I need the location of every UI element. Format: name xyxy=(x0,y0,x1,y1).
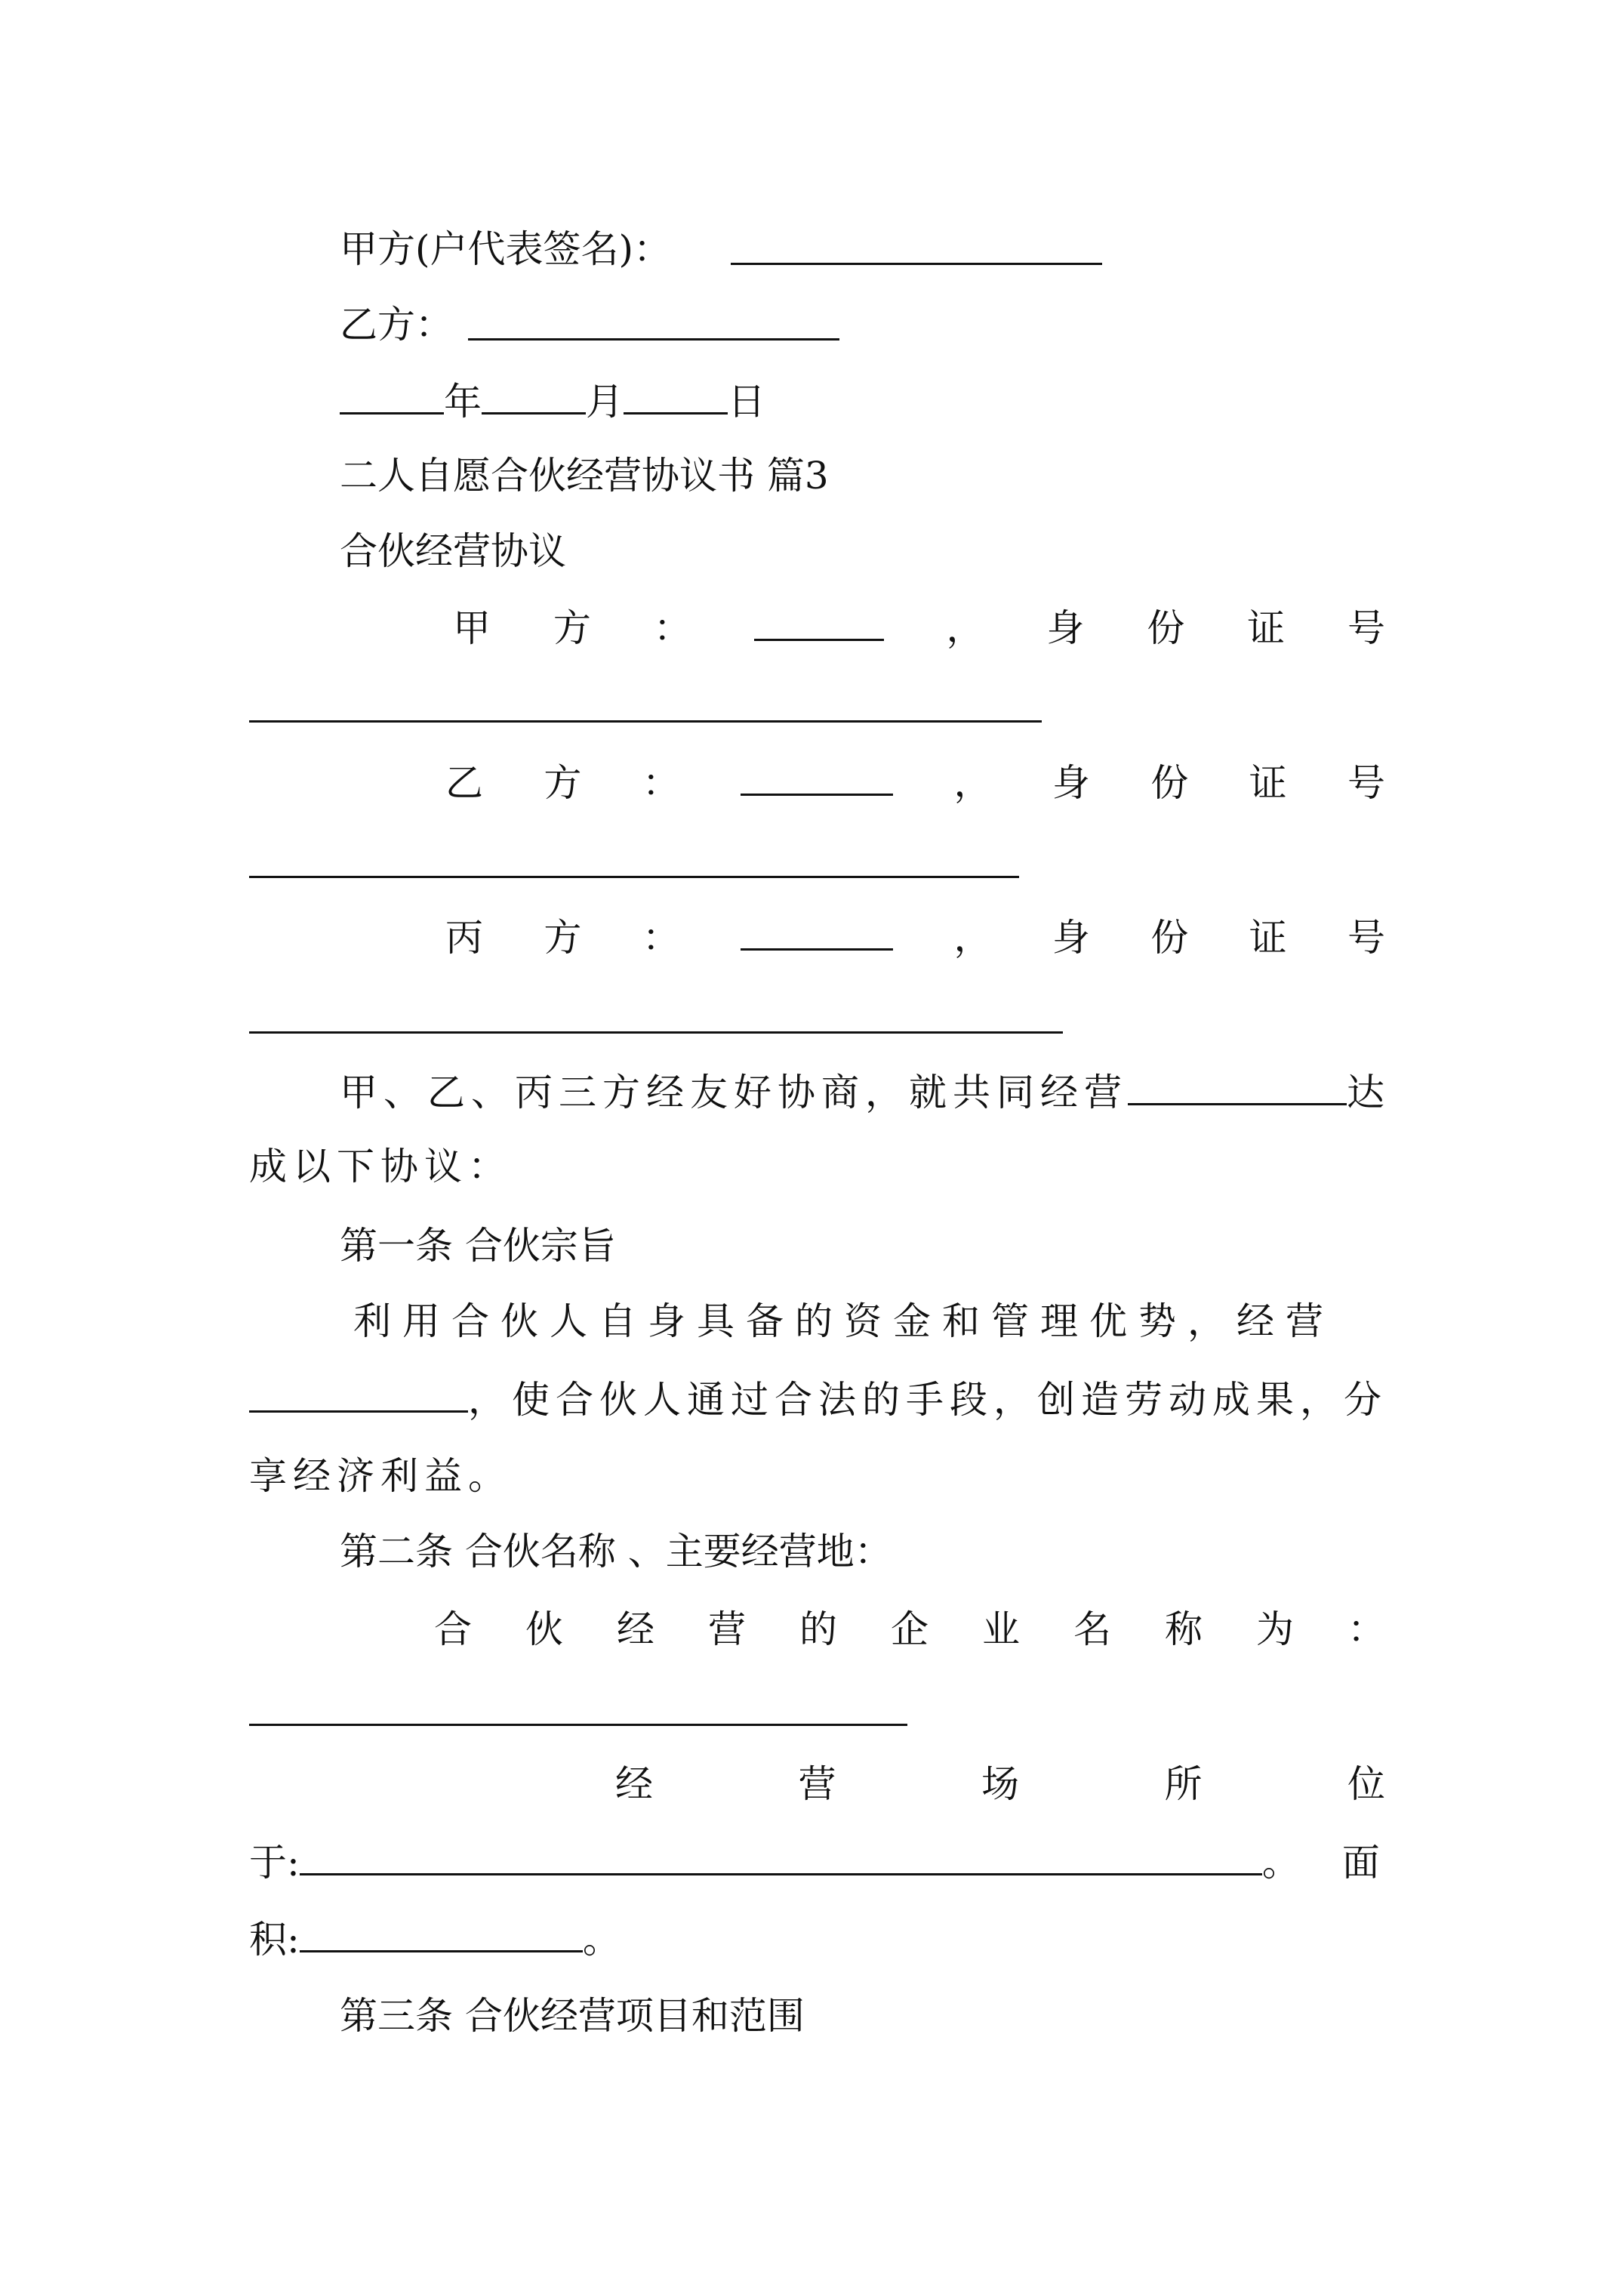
party-a-id-blank xyxy=(249,720,1042,723)
preamble-line-2: 成以下协议： xyxy=(249,1145,512,1188)
party-a-id-char: 身 xyxy=(1046,606,1085,650)
party-a-sign-label: 甲方(户代表签名)： xyxy=(340,227,672,271)
party-a-comma: ， xyxy=(946,606,984,650)
article-3-title: 第三条 合伙经营项目和范围 xyxy=(340,1994,805,2038)
party-a-char: 方 xyxy=(553,606,591,650)
party-c-name-blank xyxy=(741,914,893,951)
article-1-title: 第一条 合伙宗旨 xyxy=(340,1224,616,1268)
party-c-comma: ， xyxy=(953,916,992,960)
party-b-name-blank xyxy=(741,759,893,796)
party-c-id-char: 号 xyxy=(1347,916,1385,960)
party-b-id-char: 身 xyxy=(1052,761,1090,805)
article-2-title: 第二条 合伙名称 、主要经营地： xyxy=(340,1530,892,1573)
article-1-line-3: 享经济利益。 xyxy=(249,1454,512,1498)
party-c-row xyxy=(445,914,1385,960)
party-a-char: ： xyxy=(653,606,691,650)
enterprise-name-blank xyxy=(249,1724,907,1726)
place-char: 营 xyxy=(798,1762,836,1806)
preamble-text: 甲、乙、丙三方经友好协商，就共同经营 xyxy=(340,1071,1128,1114)
day-blank xyxy=(624,378,728,415)
name-char: 名 xyxy=(1073,1607,1111,1651)
party-b-char: 方 xyxy=(544,761,582,805)
place-char: 位 xyxy=(1347,1762,1385,1806)
section-heading: 二人自愿合伙经营协议书 篇3 xyxy=(340,454,829,498)
month-label: 月 xyxy=(586,380,624,424)
place-blank xyxy=(300,1838,1262,1875)
party-a-id-char: 证 xyxy=(1247,606,1286,650)
name-char: 经 xyxy=(617,1607,654,1651)
article-1-line-2: ，使合伙人通过合法的手段，创造劳动成果，分 xyxy=(249,1376,1387,1422)
party-b-id-char: 证 xyxy=(1249,761,1287,805)
month-blank xyxy=(482,378,586,415)
preamble-line-1 xyxy=(340,1068,1390,1115)
party-b-id-char: 份 xyxy=(1150,761,1189,805)
place-char: 所 xyxy=(1164,1762,1203,1806)
name-char: ： xyxy=(1347,1607,1385,1651)
agreement-title: 合伙经营协议 xyxy=(340,529,566,573)
party-a-name-blank xyxy=(754,604,884,641)
party-b-char: 乙 xyxy=(445,761,483,805)
date-line xyxy=(340,378,765,424)
party-b-sign-blank xyxy=(468,338,839,341)
party-b-sign-line xyxy=(340,302,453,347)
name-char: 业 xyxy=(982,1607,1020,1651)
area-blank xyxy=(300,1915,583,1952)
place-line-2: 于: 。 面 xyxy=(249,1838,1395,1885)
party-c-id-blank xyxy=(249,1031,1063,1034)
party-b-comma: ， xyxy=(953,761,992,805)
name-char: 称 xyxy=(1165,1607,1203,1651)
name-char: 企 xyxy=(891,1607,929,1651)
article-1-line-1: 利用合伙人自身具备的资金和管理优势，经营 xyxy=(353,1299,1335,1343)
party-a-sign-blank xyxy=(731,263,1102,265)
name-char: 的 xyxy=(799,1607,837,1651)
party-b-id-char: 号 xyxy=(1347,761,1385,805)
area-line: 积: 。 xyxy=(249,1915,621,1962)
name-char: 伙 xyxy=(525,1607,563,1651)
place-row xyxy=(615,1761,1385,1807)
party-c-char: 丙 xyxy=(445,916,483,960)
party-c-char: ： xyxy=(642,916,680,960)
party-b-id-blank xyxy=(249,876,1019,878)
party-c-id-char: 份 xyxy=(1150,916,1189,960)
name-char: 营 xyxy=(708,1607,746,1651)
place-char: 经 xyxy=(615,1762,653,1806)
party-a-char: 甲 xyxy=(453,606,491,650)
party-b-sign-label: 乙方： xyxy=(340,303,453,347)
purpose-blank xyxy=(249,1376,468,1413)
party-c-id-char: 身 xyxy=(1052,916,1090,960)
party-b-char: ： xyxy=(642,761,680,805)
place-char: 场 xyxy=(981,1762,1019,1806)
party-a-row xyxy=(453,604,1385,651)
party-c-char: 方 xyxy=(544,916,582,960)
name-char: 合 xyxy=(434,1607,472,1651)
party-a-id-char: 号 xyxy=(1347,606,1385,650)
party-a-sign-line xyxy=(340,227,671,272)
year-blank xyxy=(340,378,444,415)
party-c-id-char: 证 xyxy=(1249,916,1287,960)
name-char: 为 xyxy=(1256,1607,1294,1651)
day-label: 日 xyxy=(728,380,765,424)
business-blank xyxy=(1128,1068,1347,1105)
preamble-text-end: 达 xyxy=(1347,1071,1390,1114)
party-a-id-char: 份 xyxy=(1147,606,1185,650)
year-label: 年 xyxy=(444,380,482,424)
party-b-row xyxy=(445,759,1385,806)
enterprise-name-row xyxy=(434,1607,1385,1652)
